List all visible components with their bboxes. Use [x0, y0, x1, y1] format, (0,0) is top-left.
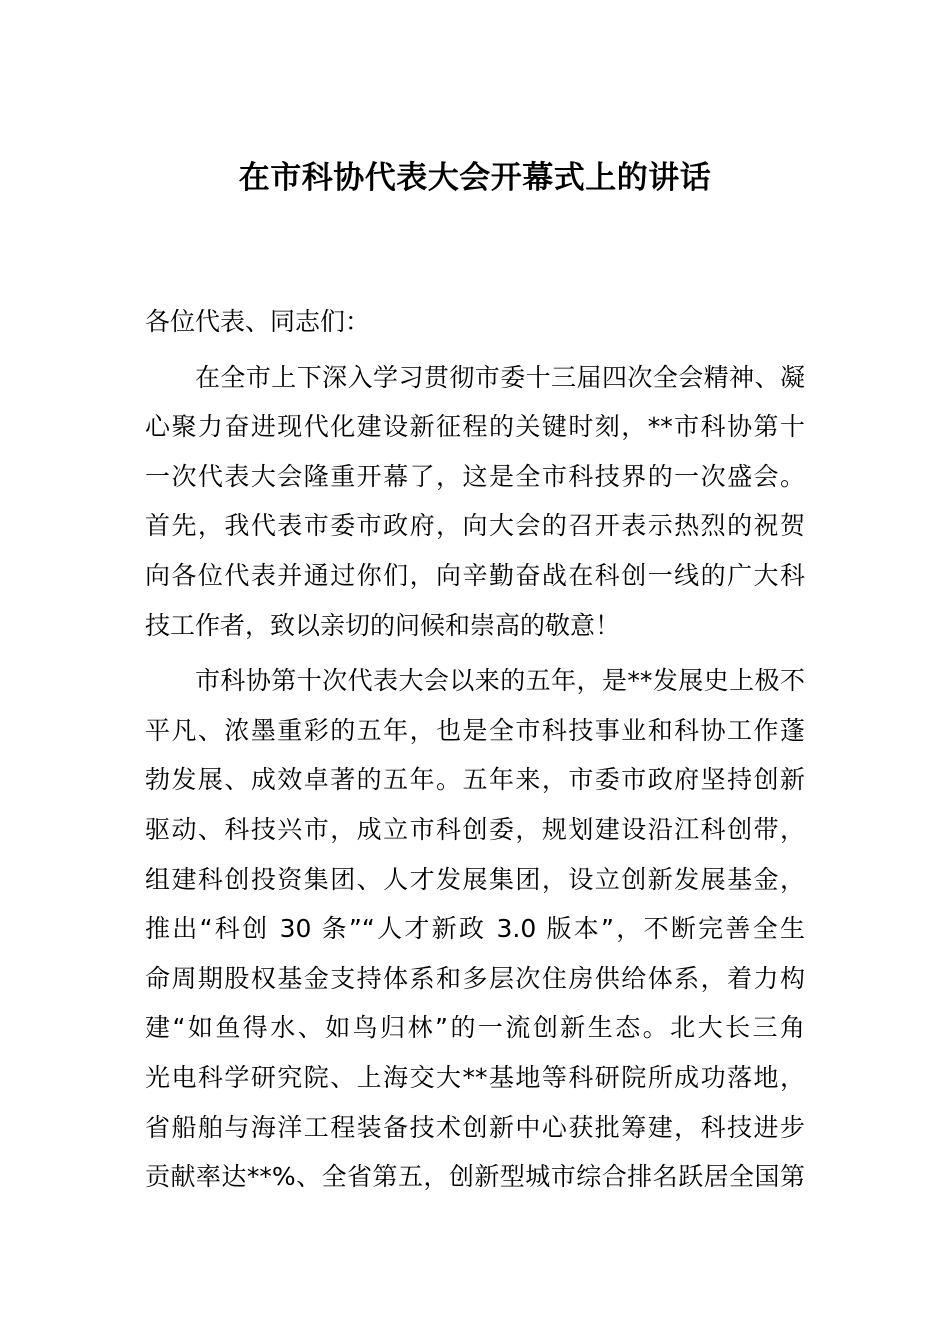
paragraph-line: 命周期股权基金支持体系和多层次住房供给体系，着力构 [145, 963, 805, 993]
paragraph-line: 推出“科创 30 条”“人才新政 3.0 版本”，不断完善全生 [145, 914, 805, 944]
paragraph-line: 驱动、科技兴市，成立市科创委，规划建设沿江科创带， [145, 814, 805, 844]
paragraph-line: 向各位代表并通过你们，向辛勤奋战在科创一线的广大科 [145, 560, 805, 590]
paragraph-line: 建“如鱼得水、如鸟归林”的一流创新生态。北大长三角 [145, 1013, 805, 1043]
paragraph-1 [145, 353, 805, 651]
paragraph-line: 平凡、浓墨重彩的五年，也是全市科技事业和科协工作蓬 [145, 715, 805, 745]
paragraph-line: 心聚力奋进现代化建设新征程的关键时刻，**市科协第十 [145, 412, 805, 442]
paragraph-line: 市科协第十次代表大会以来的五年，是**发展史上极不 [195, 666, 805, 696]
paragraph-line: 省船舶与海洋工程装备技术创新中心获批筹建，科技进步 [145, 1112, 805, 1142]
paragraph-line: 技工作者，致以亲切的问候和崇高的敬意！ [145, 610, 621, 640]
paragraph-line: 贡献率达**%、全省第五，创新型城市综合排名跃居全国第 [145, 1162, 805, 1192]
paragraph-line: 勃发展、成效卓著的五年。五年来，市委市政府坚持创新 [145, 765, 805, 795]
paragraph-line: 首先，我代表市委市政府，向大会的召开表示热烈的祝贺 [145, 511, 805, 541]
document-body [145, 297, 805, 1208]
paragraph-line: 一次代表大会隆重开幕了，这是全市科技界的一次盛会。 [145, 461, 805, 491]
document-title: 在市科协代表大会开幕式上的讲话 [238, 160, 712, 196]
paragraph-line: 光电科学研究院、上海交大**基地等科研院所成功落地， [145, 1062, 805, 1092]
paragraph-2 [145, 656, 805, 1202]
salutation: 各位代表、同志们： [145, 307, 371, 336]
paragraph-line: 组建科创投资集团、人才发展集团，设立创新发展基金， [145, 864, 805, 894]
paragraph-line: 在全市上下深入学习贯彻市委十三届四次全会精神、凝 [195, 362, 805, 392]
